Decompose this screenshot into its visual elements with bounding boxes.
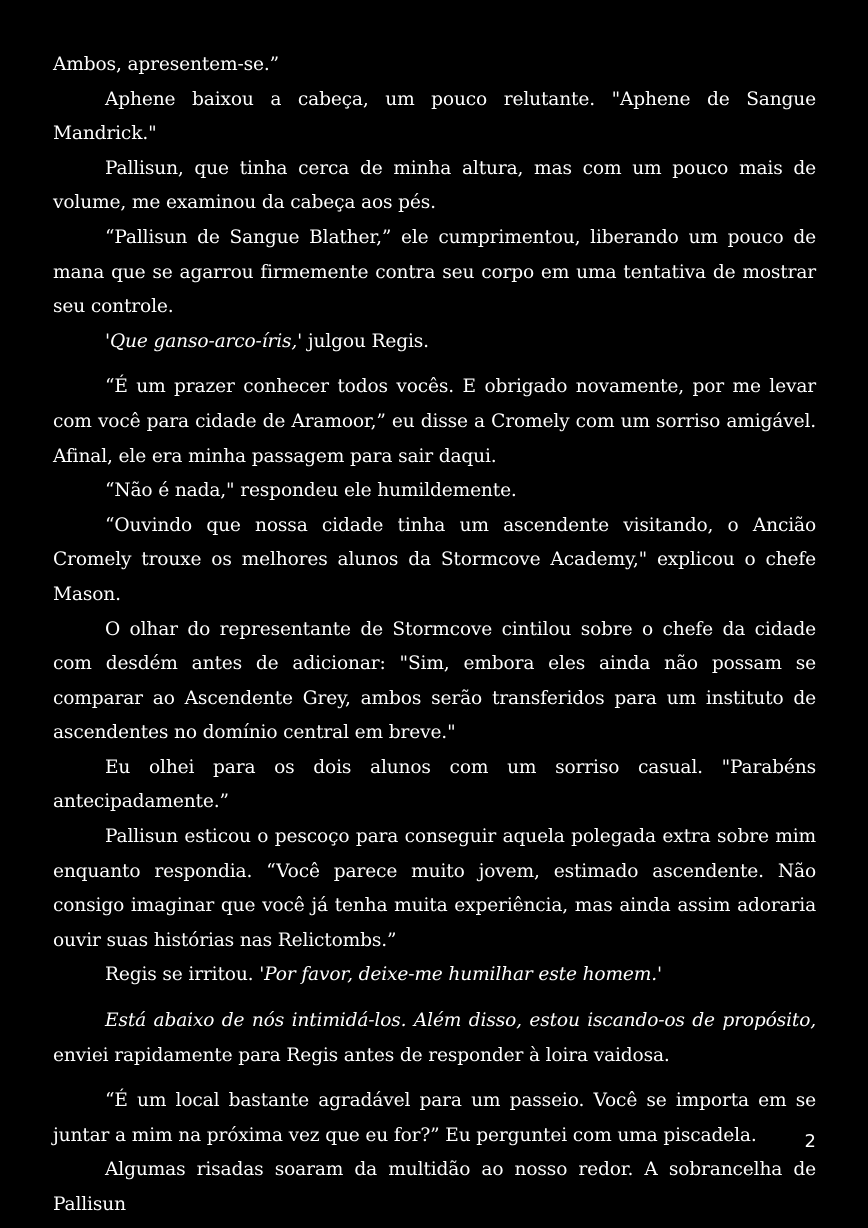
paragraph-text: enviei rapidamente para Regis antes de responder à loira vaidosa. <box>53 1044 670 1066</box>
document-body <box>53 48 816 1223</box>
paragraph-3 <box>53 152 816 221</box>
paragraph-text: Eu olhei para os dois alunos com um sorriso casual. "Parabéns antecipadamente.” <box>53 756 816 813</box>
paragraph-italic-text: 'Por favor, deixe-me humilhar este homem.' <box>259 964 662 986</box>
paragraph-5 <box>53 325 816 360</box>
paragraph-text: Pallisun esticou o pescoço para conseguir aquela polegada extra sobre mim enquanto respondia. “Você parece muito jovem, estimado ascendente. Não consigo imaginar que você já tenha muita experiência, mas ainda assim adoraria ouvir suas histórias nas Relictombs.” <box>53 826 816 951</box>
paragraph-text: Aphene baixou a cabeça, um pouco relutante. "Aphene de Sangue Mandrick." <box>53 88 816 145</box>
paragraph-7 <box>53 474 816 509</box>
paragraph-italic-text: Está abaixo de nós intimidá-los. Além disso, estou iscando-os de propósito, <box>105 1010 816 1032</box>
paragraph-text: Pallisun, que tinha cerca de minha altura, mas com um pouco mais de volume, me examinou da cabeça aos pés. <box>53 157 816 214</box>
paragraph-8 <box>53 509 816 613</box>
paragraph-text: Algumas risadas soaram da multidão ao nosso redor. A sobrancelha de Pallisun <box>53 1159 816 1215</box>
paragraph-text: O olhar do representante de Stormcove cintilou sobre o chefe da cidade com desdém antes de adicionar: "Sim, embora eles ainda não possam se comparar ao Ascendente Grey, ambos serão transferidos para um instituto de ascendentes no domínio central em breve." <box>53 618 816 744</box>
paragraph-text: “É um local bastante agradável para um passeio. Você se importa em se juntar a mim na próxima vez que eu for?” Eu perguntei com uma piscadela. <box>53 1090 816 1146</box>
page-number: 2 <box>804 1131 816 1152</box>
paragraph-6 <box>53 370 816 474</box>
paragraph-13 <box>53 1004 816 1073</box>
paragraph-text: Regis se irritou. <box>105 964 260 986</box>
paragraph-11 <box>53 820 816 958</box>
paragraph-12 <box>53 958 816 993</box>
paragraph-italic-text: 'Que ganso-arco-íris,' <box>105 330 303 352</box>
paragraph-14 <box>53 1084 816 1153</box>
paragraph-1 <box>53 48 816 83</box>
paragraph-text: Ambos, apresentem-se.” <box>53 54 279 75</box>
paragraph-9 <box>53 613 816 751</box>
paragraph-10 <box>53 751 816 820</box>
paragraph-text: “É um prazer conhecer todos vocês. E obrigado novamente, por me levar com você para cidade de Aramoor,” eu disse a Cromely com um sorriso amigável. Afinal, ele era minha passagem para sair daqui. <box>53 376 816 467</box>
paragraph-text: julgou Regis. <box>302 330 429 352</box>
paragraph-text: “Não é nada," respondeu ele humildemente. <box>105 480 517 502</box>
paragraph-text: “Ouvindo que nossa cidade tinha um ascendente visitando, o Ancião Cromely trouxe os melhores alunos da Stormcove Academy," explicou o chefe Mason. <box>53 514 816 605</box>
paragraph-text: “Pallisun de Sangue Blather,” ele cumprimentou, liberando um pouco de mana que se agarrou firmemente contra seu corpo em uma tentativa de mostrar seu controle. <box>53 226 816 318</box>
paragraph-15 <box>53 1153 816 1222</box>
paragraph-2 <box>53 83 816 152</box>
paragraph-4 <box>53 221 816 325</box>
